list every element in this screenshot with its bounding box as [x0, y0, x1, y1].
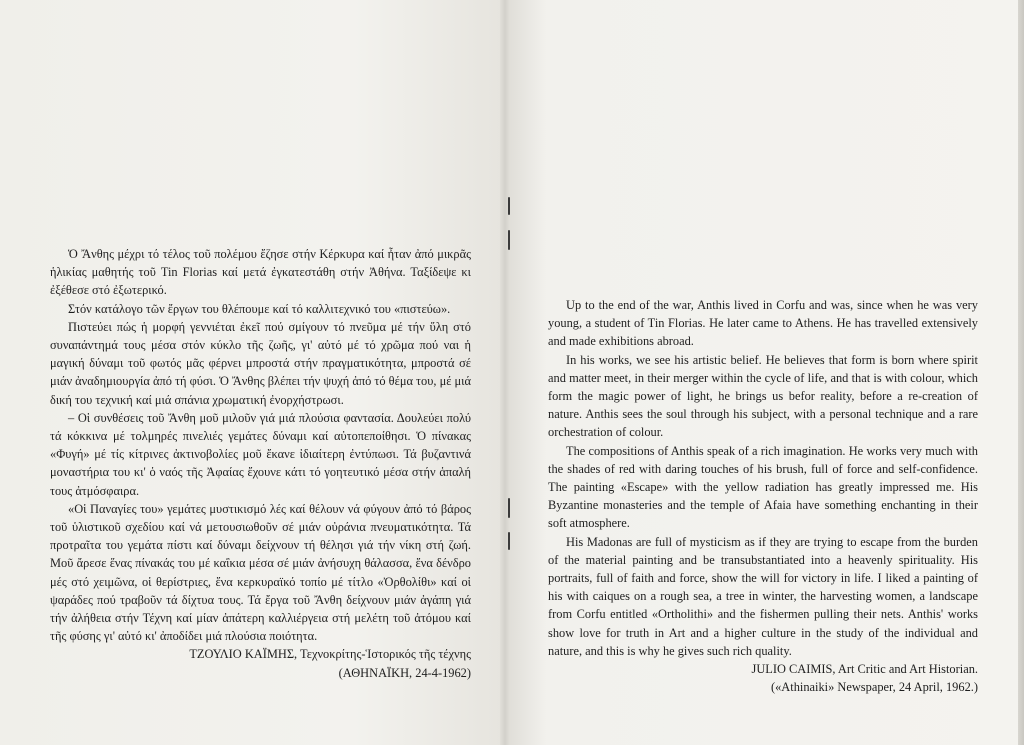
- staple-mark: [508, 498, 510, 518]
- greek-paragraph-1: Ὁ Ἄνθης μέχρι τό τέλος τοῦ πολέμου ἔζησε στήν Κέρκυρα καί ἦταν ἀπό μικρᾶς ἡλικίας μαθητής τοῦ Tin Florias καί μετά ἐγκατεστάθη στήν Ἀθήνα. Ταξίδεψε κι ἐξέθεσε στό ἐξωτερικό.: [50, 247, 471, 298]
- english-review-text: [548, 296, 978, 696]
- greek-signature-source: (ΑΘΗΝΑΪΚΗ, 24-4-1962): [338, 665, 471, 680]
- greek-signature-author: ΤΖΟΥΛΙΟ ΚΑΪΜΗΣ, Τεχνοκρίτης-Ἱστορικός τῆς τέχνης: [189, 647, 471, 662]
- greek-paragraph-3: Πιστεύει πώς ἡ μορφή γεννιέται ἐκεῖ πού σμίγουν τό πνεῦμα μέ τήν ὕλη στό συναπάντημά τους μέσα στόν κύκλο τῆς ζωῆς, γι' αὐτό μέ τό χρῶμα πού ναι ἡ μαγική δύναμι τοῦ φωτός μᾶς φέρνει μπροστά στήν πραγματικότητα, μπροστά σέ μιάν ἀναδημιουργία ἀπό τή φύσι. Ὁ Ἄνθης βλέπει τήν ψυχή ἀπό τό θέμα του, μέ μιά δική του τεχνική καί μιά σπάνια χρωματική ἐνορχήστρωσι.: [50, 319, 471, 407]
- right-page: [505, 0, 1024, 745]
- english-paragraph-1: Up to the end of the war, Anthis lived in Corfu and was, since when he was very young, a student of Tin Florias. He later came to Athens. He has travelled extensively and made exhibitions abroad.: [548, 298, 978, 349]
- greek-review-text: [50, 245, 471, 682]
- greek-paragraph-5: «Οἱ Παναγίες του» γεμάτες μυστικισμό λές καί θέλουν νά φύγουν ἀπό τό βάρος τοῦ ὑλιστικοῦ σχεδίου καί νά μετουσιωθοῦν σέ μιάν οὐράνια πνευματικότητα. Τά προτραῖτα του γεμάτα πίστι καί δύναμι δείχνουν τή θέλησι γιά τήν νίκη στή ζωή. Μοῦ ἄρεσε ἕνας πίνακάς του μέ καΐκια μέσα σέ μιάν ἀνήσυχη θάλασσα, ἕνα δένδρο μές στό χειμῶνα, οἱ θερίστριες, ἕνα κερκυραϊκό τοπίο μέ τίτλο «Ὀρθολίθι» καί οἱ ψαράδες πού τραβοῦν τά δίχτυα τους. Τά ἔργα τοῦ Ἄνθη δείχνουν μιάν ἀγάπη γιά τήν ἀλήθεια στήν Τέχνη καί μίαν ἀπάτερη καλλιέργεια στή μελέτη τοῦ ἀτόμου καί τῆς φύσης γι' αὐτό κι' ἀποδίδει μιά πλούσια ποιότητα.: [50, 501, 471, 644]
- greek-paragraph-2: Στόν κατάλογο τῶν ἔργων του θλέπουμε καί τό καλλιτεχνικό του «πιστεύω».: [68, 301, 451, 316]
- greek-paragraph-4: – Οἱ συνθέσεις τοῦ Ἄνθη μοῦ μιλοῦν γιά μιά πλούσια φαντασία. Δουλεύει πολύ τά κόκκινα μέ τολμηρές πινελιές γεμάτες δύναμι καί αὐτοπεποίθησι. Ὁ πίνακας «Φυγή» μέ τίς κίτρινες ἀκτινοβολίες μοῦ ἔκανε ἰδιαίτερη ἐντύπωσι. Τά βυζαντινά μοναστήρια του κι' ὁ ναός τῆς Ἀφαίας ἔχουνε κάτι τό γοητευτικό μέσα στήν ἁπαλή τους ἀτμόσφαιρα.: [50, 410, 471, 498]
- english-paragraph-4: His Madonas are full of mysticism as if they are trying to escape from the burden of the material painting and be transubstantiated into a heavenly spirituality. His portraits, full of faith and force, show the will for victory in life. I liked a painting of his with caiques on a rough sea, a tree in winter, the harvesting women, a landscape from Corfu entitled «Ortholithi» and the fishermen pulling their nets. Anthis' works show love for truth in Art and a higher culture in the study of the individual and nature, and this is why he gives such rich quality.: [548, 534, 978, 658]
- staple-mark: [508, 230, 510, 250]
- english-paragraph-3: The compositions of Anthis speak of a rich imagination. He works very much with the shades of red with daring touches of his brush, full of force and self-confidence. The painting «Escape» with the yellow radiation has greatly impressed me. His Byzantine monasteries and the temple of Afaia have something enchanting in their soft atmosphere.: [548, 443, 978, 531]
- left-page: [0, 0, 505, 745]
- staple-mark: [508, 532, 510, 550]
- staple-mark: [508, 197, 510, 215]
- english-signature-source: («Athinaiki» Newspaper, 24 April, 1962.): [770, 680, 978, 695]
- english-signature-author: JULIO CAIMIS, Art Critic and Art Historian.: [751, 662, 978, 677]
- book-gutter: [500, 0, 510, 745]
- english-paragraph-2: In his works, we see his artistic belief. He believes that form is born where spirit and matter meet, in their merger within the cycle of life, and that is with colour, which form the magic power of light, he brings us befor reality, before a re-creation of nature. Anthis sees the soul through his subject, with a personal technique and a rare orchestration of colour.: [548, 352, 978, 440]
- page-edge: [1018, 0, 1024, 745]
